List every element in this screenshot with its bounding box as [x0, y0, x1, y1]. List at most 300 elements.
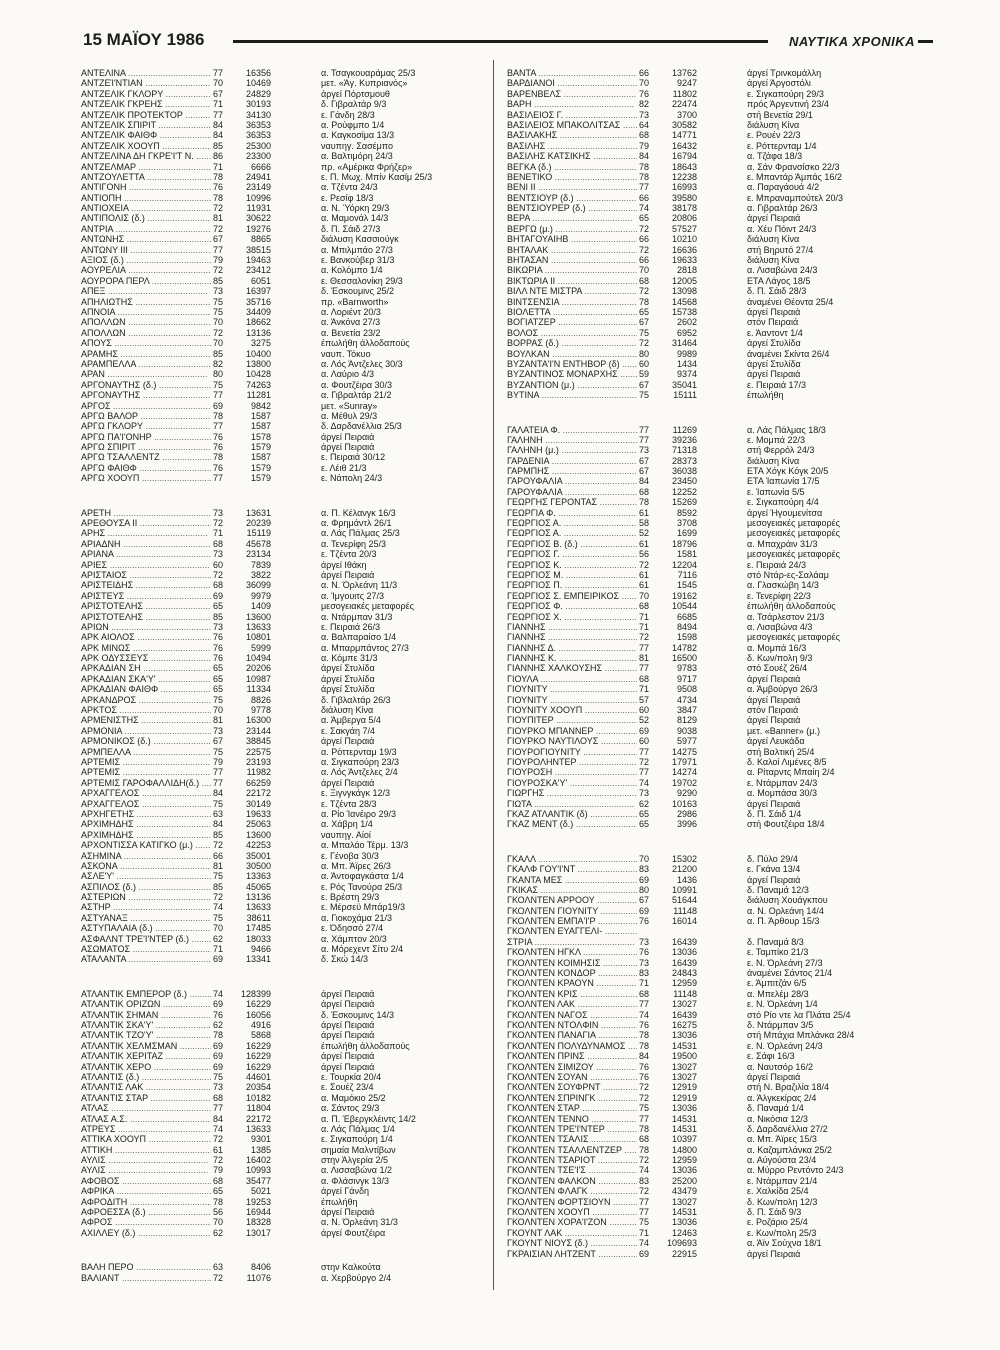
ship-entry	[507, 203, 917, 213]
build-year: 78	[639, 1030, 650, 1041]
ship-status: ε. Κων/πολη 25/3	[747, 1227, 817, 1238]
ship-status: α. Άλγκεκίρας 2/4	[747, 1092, 817, 1103]
ship-name: ΑΡΚ ΜΙΝΩΣ .....	[81, 643, 211, 653]
ship-name: ΒΑΛΙΑΝΤ .....	[81, 1273, 211, 1283]
build-year: 71	[639, 684, 650, 695]
ship-status: α. Βενετία 23/2	[321, 327, 381, 338]
build-year: 75	[213, 694, 224, 705]
tonnage: 18662	[245, 317, 271, 328]
ship-status: α. Ν. Όρλεάνη 31/3	[321, 1217, 398, 1228]
ship-status: ε. Γάνδη 28/3	[321, 109, 375, 120]
ship-entry	[507, 809, 917, 819]
build-year: 66	[639, 234, 650, 245]
build-year: 76	[639, 1019, 650, 1030]
tonnage: 8129	[676, 715, 697, 726]
ship-entry	[507, 736, 917, 746]
ship-status: α. Μαμόκιο 25/2	[321, 1092, 386, 1103]
ship-status: ε. Πειραιά 30/12	[321, 452, 386, 463]
ship-name: ΑΝΤΖΕΛΙΝΑ ΔΗ ΓΚΡΕ'Ι'Τ Ν. .....	[81, 151, 211, 161]
ship-name: ΑΡΙΣΤΟΤΕΛΗΣ .....	[81, 612, 211, 622]
ship-name: ΓΕΩΡΓΙΟΣ Α. .....	[507, 518, 637, 528]
ship-entry	[81, 1020, 491, 1030]
tonnage: 2818	[676, 265, 697, 276]
tonnage: 13027	[671, 1061, 697, 1072]
ship-entry	[81, 799, 491, 809]
ship-name: ΓΚΟΛΝΤΕΝ ΤΣΑΛΙΣ .....	[507, 1134, 637, 1144]
tonnage: 35001	[245, 850, 271, 861]
ship-entry	[507, 1062, 917, 1072]
tonnage: 13600	[245, 611, 271, 622]
ship-name: ΓΚΟΛΝΤΕΝ ΤΡΕ'Ι'ΝΤΕΡ .....	[507, 1124, 637, 1134]
ship-entry	[507, 705, 917, 715]
build-year: 72	[639, 286, 650, 297]
tonnage: 14531	[671, 1113, 697, 1124]
ship-name: ΑΡΓΩ ΧΟΟΥΠ .....	[81, 473, 211, 483]
ship-entry	[507, 1103, 917, 1113]
ship-name: ΑΦΡΟΔΙΤΗ .....	[81, 1197, 211, 1207]
tonnage: 8865	[250, 234, 271, 245]
build-year: 68	[213, 538, 224, 549]
build-year: 77	[213, 473, 224, 484]
magazine-title: ΝΑΥΤΙΚΑ ΧΡΟΝΙΚΑ	[788, 34, 915, 49]
ship-entry	[507, 1249, 917, 1259]
ship-entry	[507, 307, 917, 317]
build-year: 72	[213, 892, 224, 903]
tonnage: 14531	[671, 1207, 697, 1218]
ship-entry	[81, 892, 491, 902]
build-year: 61	[639, 569, 650, 580]
tonnage: 15738	[671, 306, 697, 317]
build-year: 65	[213, 684, 224, 695]
ship-status: ε. Πειραιά 26/3	[321, 621, 381, 632]
ship-name: ΑΡΓΟΣ .....	[81, 401, 211, 411]
ship-status: α. Τενερίφη 25/3	[321, 538, 387, 549]
ship-status: α. Χάβρη 1/4	[321, 819, 373, 830]
ship-name: ΑΝΤΖΕΛΜΑΡ .....	[81, 162, 211, 172]
build-year: 72	[639, 559, 650, 570]
ship-entry	[81, 328, 491, 338]
ship-status: α. Ρούφμπο 1/4	[321, 119, 385, 130]
build-year: 75	[213, 798, 224, 809]
ship-entry	[507, 978, 917, 988]
tonnage: 23193	[245, 757, 271, 767]
ship-name: ΑΦΡΟΣ .....	[81, 1217, 211, 1227]
tonnage: 1545	[676, 580, 697, 591]
ship-entry	[81, 1124, 491, 1134]
tonnage: 22575	[245, 746, 271, 757]
ship-status: α. Αύγούστα 23/4	[747, 1155, 817, 1166]
ship-entry	[507, 757, 917, 767]
tonnage: 5021	[250, 1186, 271, 1197]
tonnage: 19702	[671, 777, 697, 788]
build-year: 70	[213, 1217, 224, 1228]
ship-status: μεσογειακές μεταφορές	[747, 549, 840, 560]
tonnage: 13363	[245, 871, 271, 882]
tonnage: 11804	[246, 1103, 271, 1114]
ship-status: α. Μπιλμπάο 27/3	[321, 244, 393, 255]
ship-entry	[81, 1186, 491, 1196]
ship-entry	[81, 518, 491, 528]
ship-name: ΒΙΝΤΣΕΝΣΙΑ .....	[507, 297, 637, 307]
ship-status: α. Λισαβώνα 24/3	[747, 265, 818, 276]
ship-entry	[507, 989, 917, 999]
ship-entry	[81, 473, 491, 483]
ship-name: ΓΚΟΛΝΤΕΝ ΦΛΑΓΚ .....	[507, 1186, 637, 1196]
build-year: 62	[213, 1227, 224, 1238]
ship-entry	[507, 875, 917, 885]
build-year: 74	[639, 1009, 650, 1020]
ship-name: ΓΙΑΝΝΗΣ ΧΑΛΚΟΥΣΗΣ .....	[507, 663, 637, 673]
ship-name: ΓΙΟΥΝΙΤΥ .....	[507, 684, 637, 694]
ship-status: ε. Ίαπωνία 5/5	[747, 486, 805, 497]
tonnage: 31464	[671, 338, 697, 349]
tonnage: 30500	[245, 860, 271, 871]
ship-name: ΑΧΙΛΛΕΥ (δ.) .....	[81, 1228, 211, 1238]
build-year: 71	[639, 978, 650, 989]
ship-entry	[81, 549, 491, 559]
build-year: 66	[639, 68, 650, 78]
ship-status: α. Ντάρμπαν 31/3	[321, 611, 393, 622]
build-year: 77	[639, 1113, 650, 1124]
tonnage: 36353	[245, 119, 271, 130]
ship-status: ΕΤΑ Ίαπωνία 17/5	[747, 476, 820, 487]
ship-status: άργεί Πειραιά	[321, 1019, 375, 1030]
tonnage: 16229	[245, 1051, 271, 1062]
ship-status: α. Λός Άντζελες 30/3	[321, 358, 403, 369]
ship-status: διάλυση Χουάγκπου	[747, 895, 828, 906]
ship-entry	[81, 539, 491, 549]
ship-status: άργεί Πειραιά	[747, 694, 801, 705]
tonnage: 38845	[245, 736, 271, 747]
ship-name: ΑΡΙΣΤΑΙΟΣ .....	[81, 570, 211, 580]
ship-entry	[507, 317, 917, 327]
build-year: 75	[213, 296, 224, 307]
ship-status: α. Ρίο Ίανέιρο 29/3	[321, 808, 397, 819]
ship-name: ΓΕΩΡΓΙΟΣ Κ. .....	[507, 560, 637, 570]
tonnage: 1436	[676, 874, 697, 885]
build-year: 77	[213, 777, 224, 788]
ship-status: άργεί Πειραιά	[321, 1061, 375, 1072]
ship-entry	[81, 663, 491, 673]
build-year: 84	[639, 476, 650, 487]
build-year: 69	[213, 400, 224, 411]
ship-name: ΑΤΛΑΝΤΙΚ ΧΕΛΜΣΜΑΝ .....	[81, 1041, 211, 1051]
build-year: 65	[639, 819, 650, 830]
ship-status: δ. Πύλο 29/4	[747, 853, 798, 864]
tonnage: 22474	[671, 99, 697, 110]
build-year: 77	[639, 746, 650, 757]
ship-status: δ. Π. Σάιδ 28/3	[747, 286, 807, 297]
ship-status: α. Γιβραλτάρ 21/2	[321, 390, 392, 401]
tonnage: 19276	[245, 223, 271, 234]
tonnage: 13631	[245, 507, 271, 518]
ship-name: ΒΙΚΤΩΡΙΑ ΙΙ .....	[507, 276, 637, 286]
ship-name: ΓΚΟΛΝΤΕΝ ΧΟΟΥΠ .....	[507, 1207, 637, 1217]
ship-entry	[81, 172, 491, 182]
build-year: 80	[213, 369, 224, 380]
build-year: 56	[213, 1207, 224, 1218]
tonnage: 30149	[245, 798, 271, 809]
tonnage: 66259	[245, 777, 271, 788]
ship-status: στόν Πειραιά	[747, 705, 799, 716]
build-year: 71	[639, 1227, 650, 1238]
ship-entry	[507, 234, 917, 244]
tonnage: 1699	[676, 528, 697, 539]
ship-entry	[507, 1082, 917, 1092]
ship-entry	[81, 989, 491, 999]
tonnage: 11334	[246, 684, 271, 695]
ship-entry	[81, 307, 491, 317]
ship-entry	[81, 203, 491, 213]
tonnage: 13027	[671, 1196, 697, 1207]
ship-entry	[507, 926, 917, 936]
build-year: 67	[639, 317, 650, 328]
ship-entry	[507, 528, 917, 538]
build-year: 70	[213, 338, 224, 349]
build-year: 52	[639, 715, 650, 726]
ship-status: α. Π. Κέλανγκ 16/3	[321, 507, 396, 518]
ship-entry	[81, 819, 491, 829]
ship-name: ΓΑΡΔΕΝΙΑ .....	[507, 456, 637, 466]
ship-status: ε. Βανκούβερ 31/3	[321, 255, 395, 266]
build-year: 61	[639, 580, 650, 591]
ship-status: στή Βενετία 29/1	[747, 109, 813, 120]
ship-status: άργεί Πειραιά	[321, 569, 375, 580]
tonnage: 12919	[671, 1082, 697, 1093]
ship-name: ΑΡΙΣΤΟΤΕΛΗΣ .....	[81, 601, 211, 611]
tonnage: 19633	[671, 255, 697, 266]
build-year: 74	[213, 902, 224, 913]
build-year: 71	[213, 528, 224, 539]
ship-status: α. Χέυ Πόιντ 24/3	[747, 223, 817, 234]
build-year: 85	[213, 140, 224, 151]
ship-name: ΑΣΩΜΑΤΟΣ .....	[81, 944, 211, 954]
ship-entry	[81, 726, 491, 736]
ship-status: ε. Χαλκίδα 25/4	[747, 1186, 809, 1197]
ship-name: ΓΚΟΛΝΤΕΝ ΣΟΥΑΝ .....	[507, 1072, 637, 1082]
tonnage: 16300	[245, 715, 271, 726]
ship-entry	[507, 182, 917, 192]
tonnage: 22915	[671, 1248, 697, 1259]
ship-status: δ. Παναμά 12/3	[747, 884, 809, 895]
ship-name: ΑΡΜΕΝΙΣΤΗΣ .....	[81, 715, 211, 725]
ship-name: ΑΡΓΩ ΦΑΙΘΦ .....	[81, 463, 211, 473]
tonnage: 16794	[671, 151, 697, 162]
tonnage: 14771	[671, 130, 697, 141]
ship-status: δ. Σκώ 14/3	[321, 954, 369, 965]
ship-status: α. Σάν Φρανσίσκο 22/3	[747, 161, 840, 172]
build-year: 62	[639, 798, 650, 809]
ship-status: ε. Ντάρμπαν 24/3	[747, 777, 818, 788]
ship-entry	[507, 359, 917, 369]
ship-entry	[81, 297, 491, 307]
ship-status: ε. Σουέζ 23/4	[321, 1082, 374, 1093]
ship-status: άργεί Πειραιά	[747, 673, 801, 684]
tonnage: 19253	[245, 1196, 271, 1207]
ship-entry	[507, 1114, 917, 1124]
ship-name: ΒΕΝΤΣΙΟΥΡ (δ.) .....	[507, 193, 637, 203]
ship-name: ΑΡΓΩ ΤΣΑΛΛΕΝΤΖ .....	[81, 452, 211, 462]
tonnage: 16993	[671, 182, 697, 193]
build-year: 68	[639, 486, 650, 497]
section-gap	[507, 401, 917, 425]
tonnage: 1579	[250, 473, 271, 484]
ship-status: άργεί Στυλίδα	[747, 338, 801, 349]
ship-entry	[507, 245, 917, 255]
build-year: 58	[639, 518, 650, 529]
ship-entry	[81, 778, 491, 788]
ship-status: α. Μομπά 16/3	[747, 642, 807, 653]
build-year: 75	[639, 327, 650, 338]
tonnage: 11148	[673, 988, 697, 999]
build-year: 70	[213, 923, 224, 934]
ship-entry	[81, 934, 491, 944]
ship-status: άργεί Πειραιά	[321, 1051, 375, 1062]
ship-status: ε. Ν. Όρλεάνη 1/4	[747, 999, 818, 1010]
ship-name: ΑΦΡΙΚΑ .....	[81, 1186, 211, 1196]
ship-status: δ. Κων/πολη 9/3	[747, 653, 813, 664]
tonnage: 16500	[671, 653, 697, 664]
ship-status: δ. Γιβλαλτάρ 26/3	[321, 694, 391, 705]
ship-status: ε. Ρόττερνταμ 1/4	[747, 140, 817, 151]
ship-name: ΓΕΩΡΓΙΟΣ Γ. .....	[507, 549, 637, 559]
build-year: 65	[213, 601, 224, 612]
ship-name: ΒΕΝΙ ΙΙ .....	[507, 182, 637, 192]
tonnage: 30193	[245, 99, 271, 110]
build-year: 77	[213, 421, 224, 432]
ship-entry	[507, 338, 917, 348]
ship-name: ΑΤΛΑΝΤΙΚ ΣΗΜΑΝ .....	[81, 1010, 211, 1020]
build-year: 79	[213, 255, 224, 266]
ship-status: στην Άλγερία 2/5	[321, 1155, 388, 1166]
tonnage: 36038	[671, 466, 697, 477]
build-year: 63	[213, 1262, 224, 1273]
ship-entry	[81, 851, 491, 861]
section-gap	[81, 1238, 491, 1262]
ship-entry	[81, 1262, 491, 1272]
tonnage: 1579	[250, 442, 271, 453]
ship-name: ΓΚΑΖ ΑΤΛΑΝΤΙΚ (δ) .....	[507, 809, 637, 819]
ship-entry	[81, 68, 491, 78]
ship-status: άναμένει Σάντος 21/4	[747, 968, 833, 979]
tonnage: 1587	[250, 452, 271, 463]
ship-status: α. Λοριέντ 20/3	[321, 306, 381, 317]
ship-status: ε. Τενερίφη 22/3	[747, 590, 811, 601]
tonnage: 30582	[671, 119, 697, 130]
ship-entry	[507, 958, 917, 968]
ship-status: άργεί Πειραιά	[747, 306, 801, 317]
ship-entry	[507, 445, 917, 455]
ship-status: α. Ν. Όρλεάνη 11/3	[321, 580, 398, 591]
ship-entry	[507, 110, 917, 120]
ship-name: ΑΝΤΙΟΧΕΙΑ .....	[81, 203, 211, 213]
ship-status: άργεί Άργοστόλι	[747, 78, 811, 89]
build-year: 76	[213, 653, 224, 664]
ship-name: ΑΤΛΑΝΤΙΚ ΧΕΡΙΤΑΖ .....	[81, 1051, 211, 1061]
ship-entry	[81, 234, 491, 244]
ship-entry	[507, 767, 917, 777]
tonnage: 3708	[676, 518, 697, 529]
ship-status: δ. Γιβραλτάρ 9/3	[321, 99, 387, 110]
ship-status: α. Λός Άντζελες 2/4	[321, 767, 398, 778]
ship-entry	[81, 954, 491, 964]
ship-entry	[507, 255, 917, 265]
ship-status: διάλυση Κασσιούγκ	[321, 234, 399, 245]
build-year: 75	[639, 390, 650, 401]
ship-entry	[81, 245, 491, 255]
ship-entry	[81, 359, 491, 369]
build-year: 72	[639, 1092, 650, 1103]
ship-entry	[81, 1082, 491, 1092]
tonnage: 8406	[250, 1262, 271, 1273]
build-year: 77	[213, 109, 224, 120]
build-year: 73	[213, 507, 224, 518]
build-year: 68	[213, 1175, 224, 1186]
ship-name: ΑΝΤΙΓΟΝΗ .....	[81, 182, 211, 192]
ship-name: ΓΚΟΛΝΤΕΝ ΤΕΝΝΟ .....	[507, 1114, 637, 1124]
ship-status: ε. Ρουέν 22/3	[747, 130, 801, 141]
build-year: 61	[213, 1144, 224, 1155]
build-year: 85	[213, 611, 224, 622]
ship-entry	[507, 916, 917, 926]
ship-status: α. Άμβεργα 5/4	[321, 715, 381, 726]
ship-name: ΒΕΓΚΑ (δ.) .....	[507, 162, 637, 172]
ship-name: ΓΚΟΛΝΤΕΝ ΦΑΛΚΟΝ .....	[507, 1176, 637, 1186]
ship-entry	[81, 1176, 491, 1186]
build-year: 77	[639, 1196, 650, 1207]
ship-name: ΓΙΟΥΝΙΤΥ ΧΟΟΥΠ .....	[507, 705, 637, 715]
ship-status: άργεί Πειραιά	[321, 736, 375, 747]
ship-status: στή Ν. Βραζιλία 18/4	[747, 1082, 829, 1093]
tonnage: 25063	[245, 819, 271, 830]
ship-status: α. Μπ. Άϊρες 15/3	[747, 1134, 817, 1145]
ship-name: ΒΑΣΙΛΕΙΟΣ ΜΠΑΚΟΛΙΤΣΑΣ .....	[507, 120, 637, 130]
build-year: 76	[639, 947, 650, 958]
ship-status: ε. Άμπιτζάν 6/5	[747, 978, 807, 989]
ship-name: ΑΣΤΥΠΑΛΑΙΑ (δ.) .....	[81, 923, 211, 933]
ship-status: δ. Καλοί Λιμένες 8/5	[747, 757, 827, 767]
build-year: 72	[639, 1186, 650, 1197]
ship-status: άναμένει Θέοντα 25/4	[747, 296, 834, 307]
ship-entry	[81, 591, 491, 601]
ship-name: ΑΡΕΤΗ .....	[81, 508, 211, 518]
ship-status: ε. Σακγάη 7/4	[321, 725, 375, 736]
ship-entry	[507, 425, 917, 435]
ship-entry	[507, 1217, 917, 1227]
ship-name: ΒΑΛΗ ΠΕΡΟ .....	[81, 1262, 211, 1272]
ship-status: α. Π. Άρθουρ 15/3	[747, 916, 820, 927]
tonnage: 14274	[671, 767, 697, 778]
ship-name: ΑΡΓΩ ΣΠΙΡΙΤ .....	[81, 442, 211, 452]
ship-entry	[81, 120, 491, 130]
ship-entry	[81, 560, 491, 570]
ship-name: ΓΚΟΛΝΤΕΝ ΑΡΡΟΟΥ .....	[507, 895, 637, 905]
build-year: 72	[213, 223, 224, 234]
ship-name: ΓΚΟΛΝΤΕΝ ΚΟΝΔΟΡ .....	[507, 968, 637, 978]
ship-name: ΑΡΓΩ ΒΑΛΟΡ .....	[81, 411, 211, 421]
build-year: 72	[213, 569, 224, 580]
ship-name: ΓΚΟΛΝΤΕΝ ΝΤΟΛΦΙΝ .....	[507, 1020, 637, 1030]
ship-status: διάλυση Κίνα	[747, 455, 800, 466]
build-year: 78	[639, 296, 650, 307]
tonnage: 1581	[676, 549, 697, 560]
build-year: 85	[213, 881, 224, 892]
tonnage: 11281	[246, 390, 271, 401]
ship-status: δ. Π. Σάιδ 27/3	[321, 223, 381, 234]
ship-name: ΑΡΜΠΕΛΛΑ .....	[81, 747, 211, 757]
build-year: 82	[639, 99, 650, 110]
ship-name: ΓΚΟΛΝΤΕΝ ΣΟΥΦΡΝΤ .....	[507, 1082, 637, 1092]
